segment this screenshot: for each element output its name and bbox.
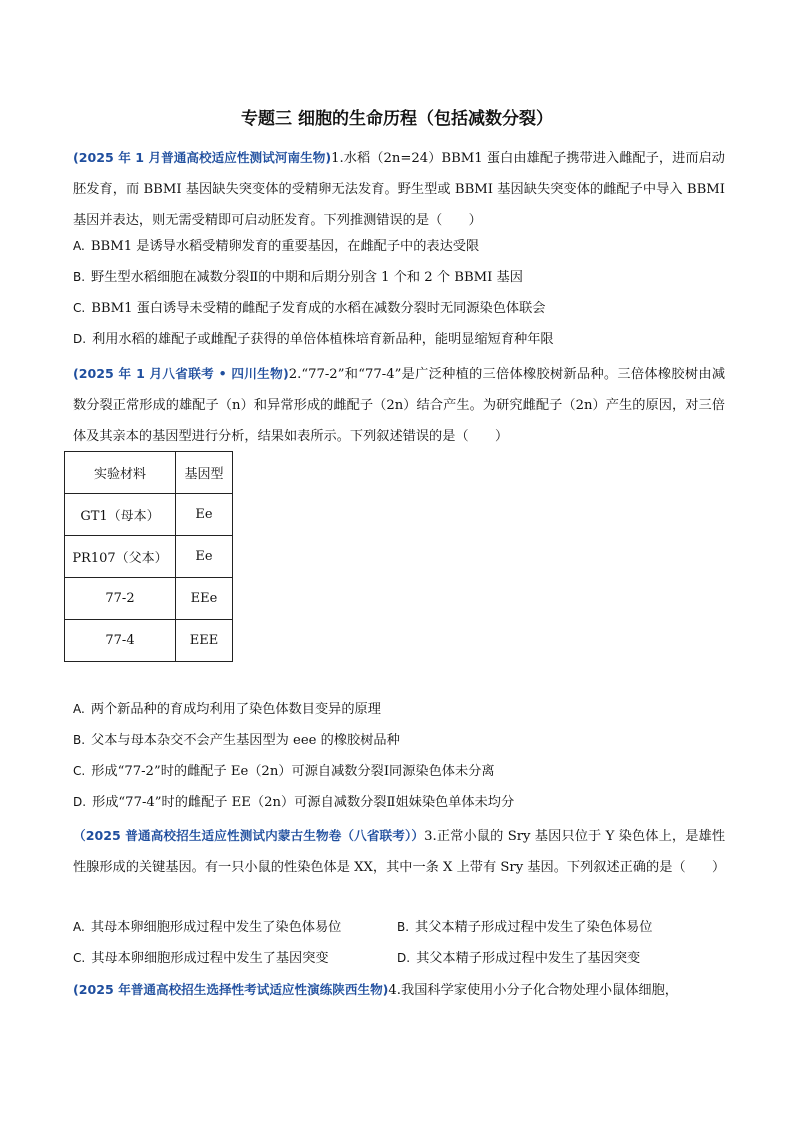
- question-3-stem: [73, 820, 725, 883]
- table-header-cell: 基因型: [176, 452, 233, 494]
- question-4-source: (2025 年普通高校招生选择性考试适应性演练陕西生物): [73, 982, 389, 997]
- question-1-source: (2025 年 1 月普通高校适应性测试河南生物): [73, 150, 332, 165]
- question-2-option-d: D. 形成“77-4”时的雌配子 EE（2n）可源自减数分裂Ⅱ姐妹染色单体未均分: [73, 795, 515, 810]
- question-1-option-c: C. BBM1 蛋白诱导未受精的雌配子发育成的水稻在减数分裂时无同源染色体联会: [73, 301, 546, 316]
- table-cell: Ee: [176, 536, 233, 578]
- question-2-source: (2025 年 1 月八省联考 • 四川生物): [73, 366, 289, 381]
- table-cell: 77-4: [65, 620, 176, 662]
- question-3-number: 3.: [424, 829, 437, 844]
- question-1-option-b: B. 野生型水稻细胞在减数分裂Ⅱ的中期和后期分别含 1 个和 2 个 BBMI 基因: [73, 270, 523, 285]
- question-2-option-b: B. 父本与母本杂交不会产生基因型为 eee 的橡胶树品种: [73, 733, 400, 748]
- table-cell: EEE: [176, 620, 233, 662]
- table-cell: 77-2: [65, 578, 176, 620]
- question-3-option-b: B. 其父本精子形成过程中发生了染色体易位: [397, 920, 653, 935]
- question-3-option-d: D. 其父本精子形成过程中发生了基因突变: [397, 951, 641, 966]
- question-4-stem: [73, 974, 725, 1006]
- table-row: [65, 494, 233, 536]
- question-1-number: 1.: [331, 151, 344, 166]
- table-header-row: [65, 452, 233, 494]
- question-3-option-c: C. 其母本卵细胞形成过程中发生了基因突变: [73, 951, 329, 966]
- question-2-stem: [73, 358, 725, 452]
- question-2-text: “77-2”和“77-4”是广泛种植的三倍体橡胶树新品种。三倍体橡胶树由减数分裂正常形成的雄配子（n）和异常形成的雌配子（2n）结合产生。为研究雌配子（2n）产生的原因，对三倍体及其亲本的基因型进行分析，结果如表所示。下列叙述错误的是（ ）: [73, 367, 726, 444]
- page-title: 专题三 细胞的生命历程（包括减数分裂）: [241, 109, 553, 129]
- table-row: [65, 536, 233, 578]
- table-cell: GT1（母本）: [65, 494, 176, 536]
- question-2-option-c: C. 形成“77-2”时的雌配子 Ee（2n）可源自减数分裂Ⅰ同源染色体未分离: [73, 764, 495, 779]
- question-2-option-a: A. 两个新品种的育成均利用了染色体数目变异的原理: [73, 702, 381, 717]
- table-cell: EEe: [176, 578, 233, 620]
- question-4-text: 我国科学家使用小分子化合物处理小鼠体细胞，: [401, 983, 678, 998]
- question-3-option-a: A. 其母本卵细胞形成过程中发生了染色体易位: [73, 920, 342, 935]
- table-cell: Ee: [176, 494, 233, 536]
- table-row: [65, 620, 233, 662]
- question-1-option-a: A. BBM1 是诱导水稻受精卵发育的重要基因，在雌配子中的表达受限: [73, 239, 480, 254]
- question-2-number: 2.: [288, 367, 302, 382]
- question-1-option-d: D. 利用水稻的雄配子或雌配子获得的单倍体植株培育新品种，能明显缩短育种年限: [73, 332, 554, 347]
- genotype-table: [64, 451, 233, 662]
- question-4-number: 4.: [388, 983, 402, 998]
- question-1-stem: [73, 142, 725, 236]
- question-1-text: 水稻（2n=24）BBM1 蛋白由雄配子携带进入雌配子，进而启动胚发育，而 BBMI 基因缺失突变体的受精卵无法发育。野生型或 BBMI 基因缺失突变体的雌配子中导入 BBMI 基因并表达，则无需受精即可启动胚发育。下列推测错误的是（ ）: [73, 151, 725, 228]
- table-cell: PR107（父本）: [65, 536, 176, 578]
- table-header-cell: 实验材料: [65, 452, 176, 494]
- question-3-text: 正常小鼠的 Sry 基因只位于 Y 染色体上，是雄性性腺形成的关键基因。有一只小鼠的性染色体是 XX，其中一条 X 上带有 Sry 基因。下列叙述正确的是（ ）: [73, 829, 726, 875]
- question-3-source: （2025 普通高校招生适应性测试内蒙古生物卷（八省联考））: [73, 828, 425, 843]
- table-row: [65, 578, 233, 620]
